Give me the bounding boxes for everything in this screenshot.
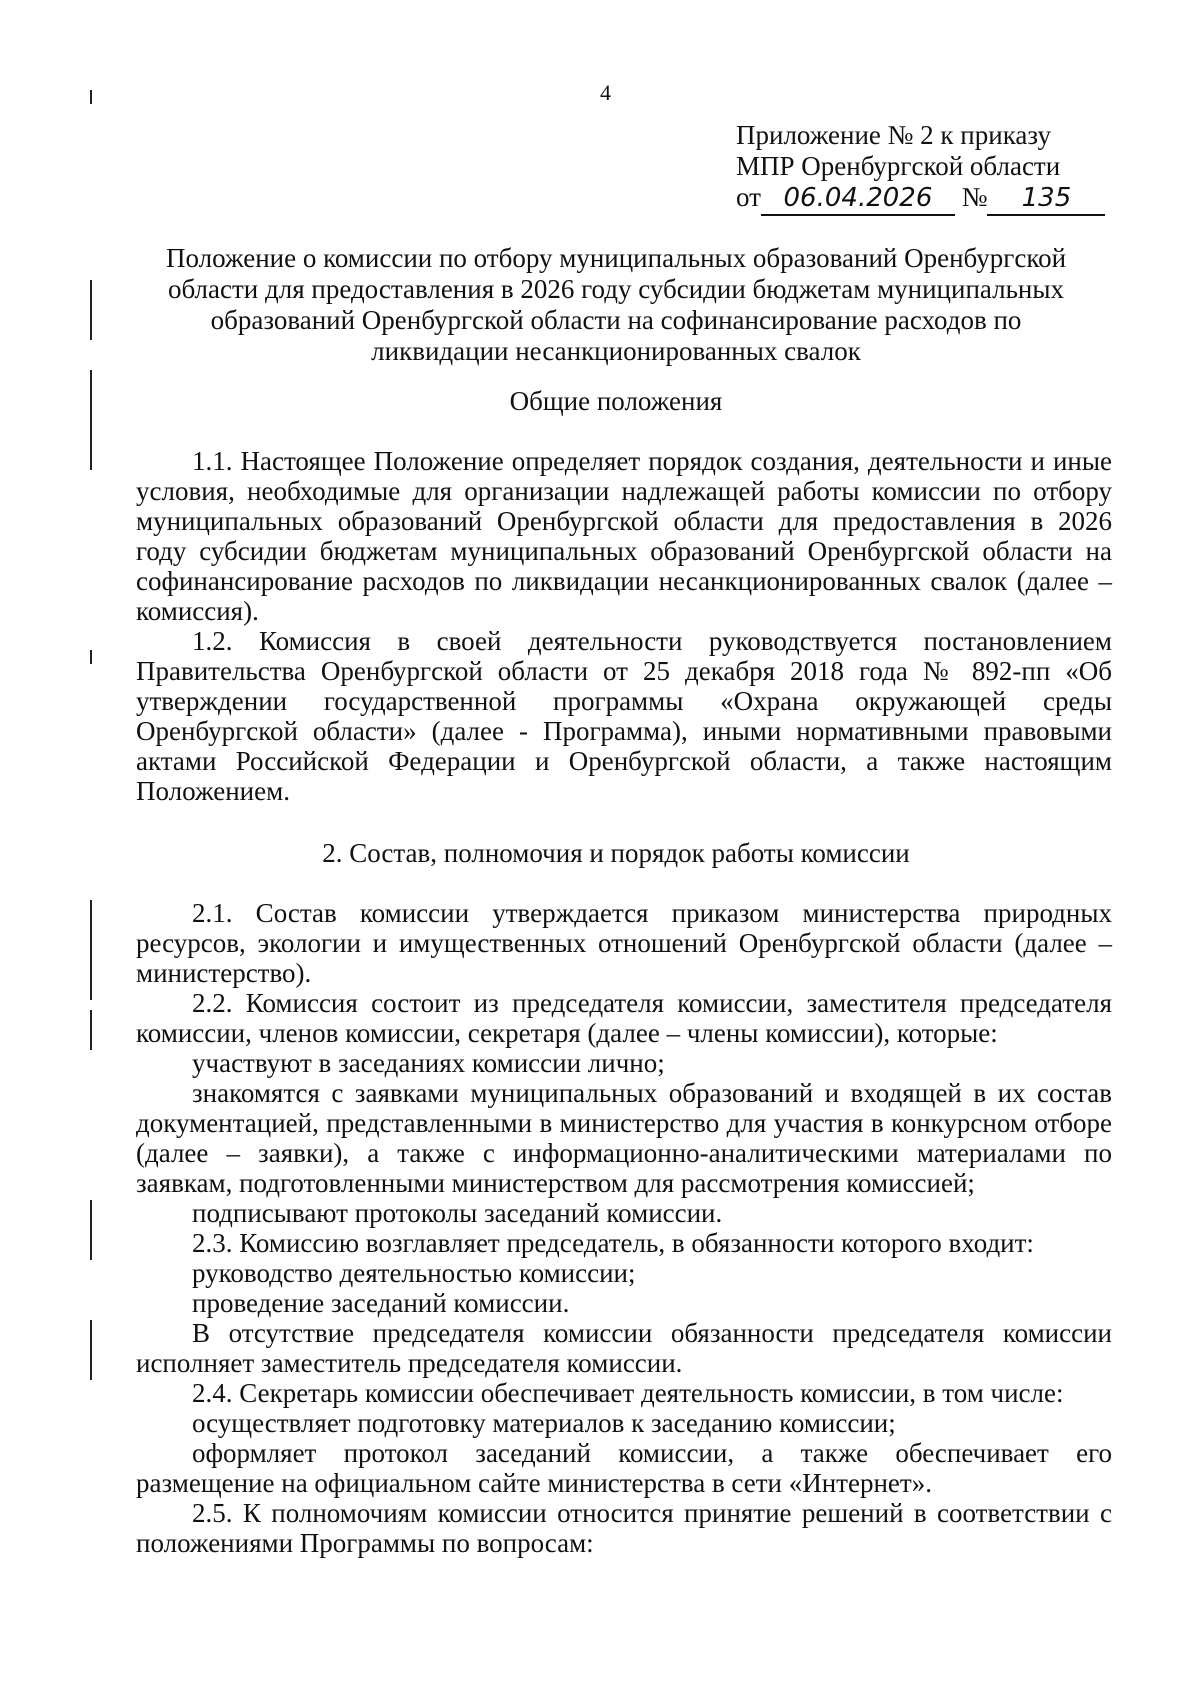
- paragraph: знакомятся с заявками муниципальных образований и входящей в их состав документацией, представленными в министерство для участия в конкурсном отборе (далее – заявки), а также с информационно-аналитическими материалами по заявкам, подготовленными министерством для рассмотрения комиссией;: [136, 1078, 1112, 1198]
- document-title: [136, 243, 1096, 367]
- section-1-heading: Общие положения: [509, 386, 723, 416]
- paragraph: 2.5. К полномочиям комиссии относится принятие решений в соответствии с положениями Программы по вопросам:: [136, 1498, 1112, 1558]
- annex-date-line: [736, 182, 1105, 216]
- paragraph: 1.2. Комиссия в своей деятельности руководствуется постановлением Правительства Оренбургской области от 25 декабря 2018 года № 892-пп «Об утверждении государственной программы «Охрана окружающей среды Оренбургской области» (далее - Программа), иными нормативными правовыми актами Российской Федерации и Оренбургской области, а также настоящим Положением.: [136, 626, 1112, 806]
- section-2-body: [136, 898, 1112, 1558]
- section-2-heading: 2. Состав, полномочия и порядок работы комиссии: [322, 838, 910, 868]
- title-line: Положение о комиссии по отбору муниципальных образований Оренбургской: [165, 243, 1067, 273]
- annex-line-2: МПР Оренбургской области: [736, 151, 1061, 181]
- annex-line-1: Приложение № 2 к приказу: [736, 120, 1051, 150]
- scan-binding-mark: [90, 650, 92, 664]
- paragraph: 2.4. Секретарь комиссии обеспечивает деятельность комиссии, в том числе:: [192, 1378, 1064, 1408]
- paragraph: 1.1. Настоящее Положение определяет порядок создания, деятельности и иные условия, необходимые для организации надлежащей работы комиссии по отбору муниципальных образований Оренбургской области для предоставления в 2026 году субсидии бюджетам муниципальных образований Оренбургской области на софинансирование расходов по ликвидации несанкционированных свалок (далее – комиссия).: [136, 446, 1112, 626]
- scan-binding-mark: [90, 90, 92, 104]
- scan-binding-mark: [90, 1010, 92, 1050]
- paragraph: В отсутствие председателя комиссии обязанности председателя комиссии исполняет заместитель председателя комиссии.: [136, 1318, 1112, 1378]
- scan-binding-mark: [90, 280, 92, 340]
- page-number: 4: [600, 80, 611, 105]
- annex-date-prefix: от: [736, 182, 761, 212]
- paragraph: 2.3. Комиссию возглавляет председатель, в обязанности которого входит:: [192, 1228, 1034, 1258]
- paragraph: 2.2. Комиссия состоит из председателя комиссии, заместителя председателя комиссии, членов комиссии, секретаря (далее – члены комиссии), которые:: [136, 988, 1112, 1048]
- section-1-body: [136, 446, 1112, 806]
- scan-binding-mark: [90, 1320, 92, 1380]
- annex-number-prefix: №: [961, 182, 988, 212]
- title-line: образований Оренбургской области на софинансирование расходов по: [210, 305, 1022, 335]
- scan-binding-mark: [90, 370, 92, 470]
- paragraph: 2.1. Состав комиссии утверждается приказом министерства природных ресурсов, экологии и имущественных отношений Оренбургской области (далее – министерство).: [136, 898, 1112, 988]
- paragraph: оформляет протокол заседаний комиссии, а также обеспечивает его размещение на официальном сайте министерства в сети «Интернет».: [136, 1438, 1112, 1498]
- scan-binding-mark: [90, 900, 92, 1000]
- paragraph: руководство деятельностью комиссии;: [192, 1258, 636, 1288]
- annex-number-handwritten: 135: [987, 183, 1105, 216]
- title-line: ликвидации несанкционированных свалок: [371, 336, 861, 366]
- annex-block: [736, 120, 1105, 216]
- paragraph: осуществляет подготовку материалов к заседанию комиссии;: [192, 1408, 896, 1438]
- scan-binding-mark: [90, 1200, 92, 1260]
- annex-date-handwritten: 06.04.2026: [761, 183, 955, 216]
- paragraph: проведение заседаний комиссии.: [192, 1288, 570, 1318]
- paragraph: подписывают протоколы заседаний комиссии.: [192, 1198, 723, 1228]
- paragraph: участвуют в заседаниях комиссии лично;: [192, 1048, 665, 1078]
- title-line: области для предоставления в 2026 году субсидии бюджетам муниципальных: [167, 274, 1064, 304]
